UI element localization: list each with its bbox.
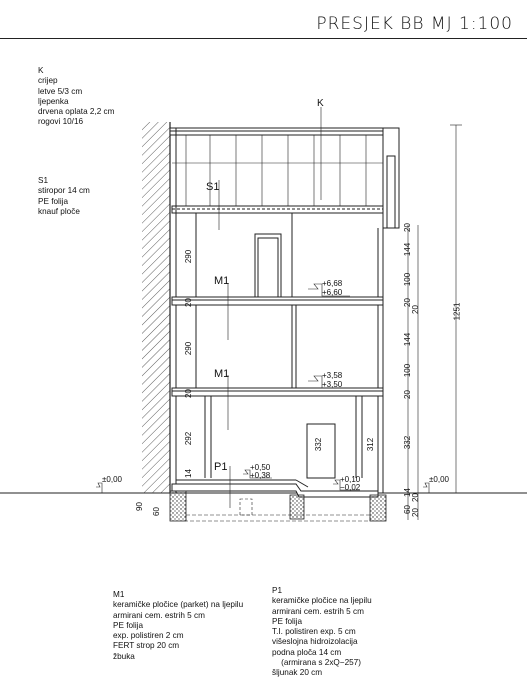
level-step-top: +0,10: [340, 475, 361, 484]
roof-layer-5: rogovi 10/16: [38, 117, 84, 127]
dim-60: 60: [151, 507, 161, 516]
level-zero-left: ±0,00: [102, 475, 122, 484]
dim-14: 14: [183, 469, 193, 478]
floor-layer-4: exp. polistiren 2 cm: [113, 631, 184, 641]
ground-layer-6: podna ploča 14 cm: [272, 647, 342, 657]
tag-floor-lower: M1: [214, 368, 230, 380]
roof-layer-2: letve 5/3 cm: [38, 86, 83, 96]
dim-upper-height: 290: [184, 341, 194, 356]
tag-roof: K: [317, 98, 324, 109]
dim-right-144b: 144: [403, 332, 413, 347]
roof-layer-4: drvena oplata 2,2 cm: [38, 107, 115, 117]
dim-right-14: 14: [402, 488, 412, 497]
dim-right-332: 332: [403, 435, 413, 450]
dim-right-total: 1251: [452, 302, 462, 321]
roof-layer-3: ljepenka: [38, 96, 69, 106]
attic-layer-1: stiropor 14 cm: [38, 186, 90, 196]
dim-right-20c: 20: [402, 390, 412, 399]
ground-layer-3: PE folija: [272, 616, 303, 626]
drawing-title: PRESJEK BB MJ 1:100: [316, 14, 513, 34]
attic-layer-2: PE folija: [38, 196, 69, 206]
roof-layer-1: crijep: [38, 76, 58, 86]
dim-right-20a: 20: [402, 298, 412, 307]
level-upper-bottom: +6,60: [322, 288, 343, 297]
floor-note-label: M1: [113, 590, 125, 599]
dim-right-f20: 20: [410, 508, 420, 517]
ground-layer-5: višeslojna hidroizolacija: [272, 637, 358, 647]
dim-side-312: 312: [366, 437, 376, 452]
ground-layer-8: šljunak 20 cm: [272, 668, 323, 678]
dim-ground-height: 292: [184, 431, 194, 446]
dim-door-height: 332: [314, 437, 324, 452]
dim-upper-slab: 20: [183, 298, 193, 307]
dim-right-100a: 100: [403, 272, 413, 287]
level-ground-top: +0,50: [250, 463, 271, 472]
ground-layer-4: T.I. polistiren exp. 5 cm: [272, 627, 356, 637]
tag-floor-upper: M1: [214, 275, 230, 287]
floor-layer-5: FERT strop 20 cm: [113, 641, 180, 651]
dim-right-100b: 100: [403, 363, 413, 378]
dim-90: 90: [134, 502, 144, 511]
dim-right-20b: 20: [410, 305, 420, 314]
level-zero-right: ±0,00: [429, 475, 449, 484]
level-mid-top: +3,58: [322, 371, 343, 380]
floor-layer-1: keramičke pločice (parket) na ljepilu: [113, 600, 244, 610]
level-upper-top: +6,68: [322, 279, 343, 288]
dim-right-20d: 20: [410, 493, 420, 502]
floor-layer-2: armirani cem. estrih 5 cm: [113, 610, 205, 620]
level-ground-bottom: +0,38: [250, 471, 271, 480]
ground-layer-1: keramičke pločice na ljepilu: [272, 596, 372, 606]
tag-attic: S1: [206, 181, 220, 193]
attic-layer-3: knauf ploče: [38, 206, 80, 216]
ground-layer-2: armirani cem. estrih 5 cm: [272, 606, 364, 616]
floor-layer-6: žbuka: [113, 651, 135, 661]
roof-note-label: K: [38, 66, 44, 75]
ground-note-label: P1: [272, 586, 283, 595]
level-step-bottom: −0,02: [340, 483, 361, 492]
dim-right-144a: 144: [403, 242, 413, 257]
attic-note-label: S1: [38, 176, 49, 185]
dim-right-60: 60: [402, 505, 412, 514]
dim-right-top20: 20: [402, 223, 412, 232]
dim-mid-slab: 20: [183, 389, 193, 398]
tag-ground: P1: [214, 461, 228, 473]
dim-attic-height: 290: [184, 249, 194, 264]
level-mid-bottom: +3,50: [322, 380, 343, 389]
floor-layer-3: PE folija: [113, 620, 144, 630]
ground-layer-7: (armirana s 2xQ−257): [272, 658, 361, 668]
